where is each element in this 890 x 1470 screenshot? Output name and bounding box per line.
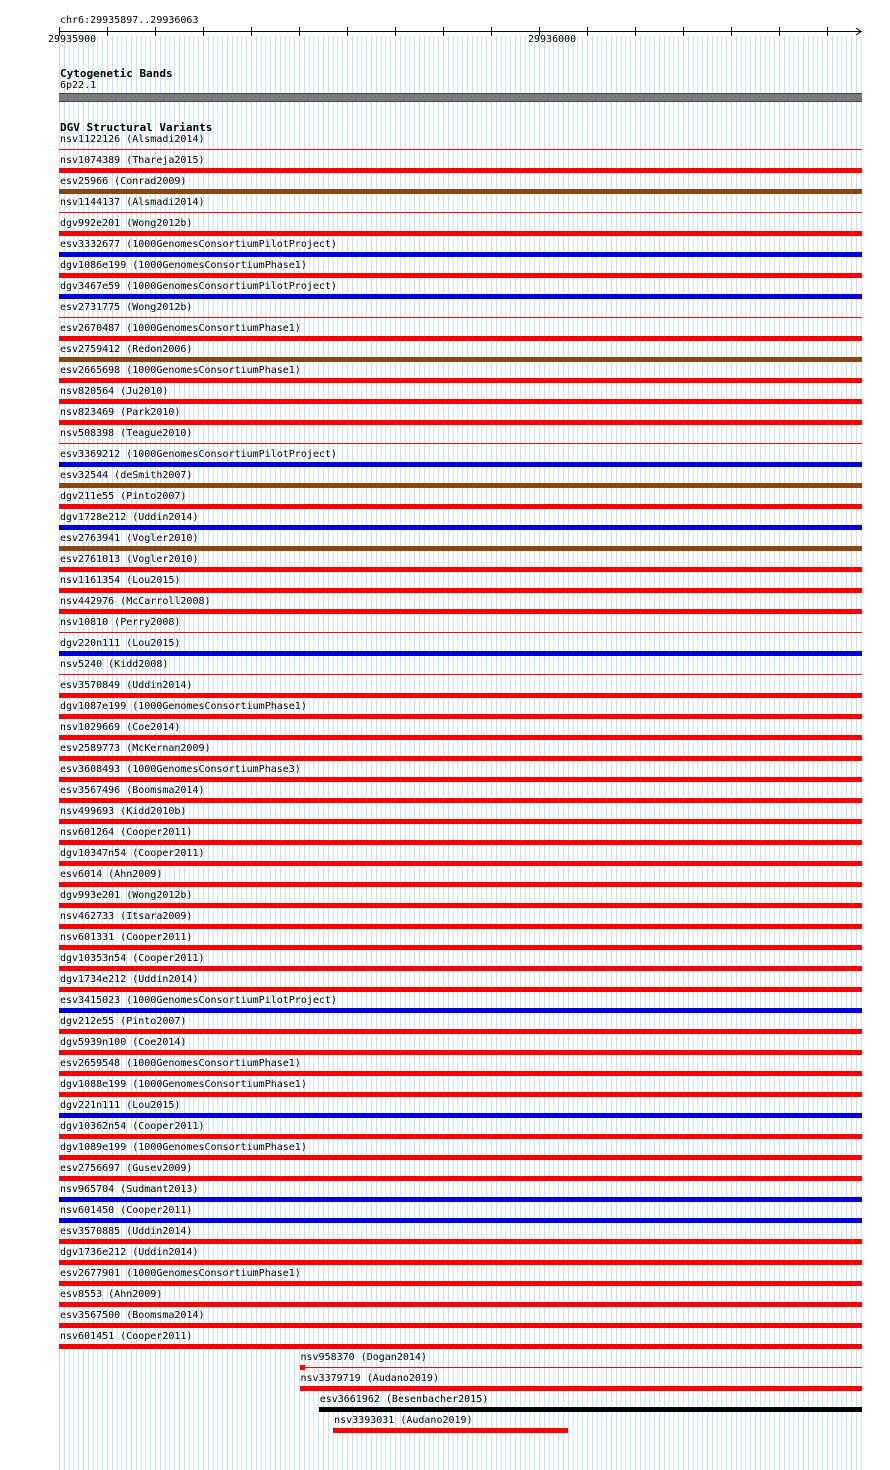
dgv-feature-bar[interactable] [59,336,862,341]
dgv-feature-label[interactable]: dgv10353n54 (Cooper2011) [60,953,205,964]
dgv-feature-bar[interactable] [59,1344,862,1349]
dgv-feature-label[interactable]: dgv10347n54 (Cooper2011) [60,848,205,859]
dgv-feature-bar[interactable] [319,1407,862,1412]
dgv-feature-bar[interactable] [59,1302,862,1307]
dgv-feature-bar[interactable] [59,1218,862,1223]
dgv-feature-bar[interactable] [59,1134,862,1139]
dgv-feature-bar[interactable] [59,149,862,150]
dgv-feature-bar[interactable] [59,546,862,551]
dgv-feature-bar[interactable] [59,1008,862,1013]
dgv-feature-label[interactable]: esv3567496 (Boomsma2014) [60,785,205,796]
dgv-feature-bar[interactable] [59,231,862,236]
dgv-feature-label[interactable]: nsv820564 (Ju2010) [60,386,169,397]
dgv-feature-label[interactable]: dgv1087e199 (1000GenomesConsortiumPhase1) [60,701,307,712]
dgv-feature-label[interactable]: dgv1088e199 (1000GenomesConsortiumPhase1) [60,1079,307,1090]
dgv-feature-label[interactable]: esv2759412 (Redon2006) [60,344,193,355]
dgv-feature-bar[interactable] [59,1239,862,1244]
dgv-track-title: DGV Structural Variants [60,121,213,134]
feature-start-marker [300,1365,305,1370]
ruler-mid-label: 29936000 [528,34,577,45]
dgv-feature-bar[interactable] [59,443,862,444]
dgv-feature-bar[interactable] [59,1176,862,1181]
dgv-feature-bar[interactable] [59,777,862,782]
dgv-feature-bar[interactable] [59,840,862,845]
dgv-feature-label[interactable]: esv2761013 (Vogler2010) [60,554,199,565]
dgv-feature-label[interactable]: dgv3467e59 (1000GenomesConsortiumPilotProject) [60,281,337,292]
dgv-feature-label[interactable]: dgv993e201 (Wong2012b) [60,890,193,901]
dgv-feature-bar[interactable] [59,525,862,530]
dgv-feature-label[interactable]: nsv1074389 (Thareja2015) [60,155,205,166]
dgv-feature-bar[interactable] [59,632,862,633]
dgv-feature-bar[interactable] [59,1323,862,1328]
dgv-feature-label[interactable]: dgv1086e199 (1000GenomesConsortiumPhase1) [60,260,307,271]
dgv-feature-bar[interactable] [59,945,862,950]
dgv-feature-bar[interactable] [59,798,862,803]
dgv-feature-bar[interactable] [59,861,862,866]
dgv-feature-label[interactable]: esv3570849 (Uddin2014) [60,680,193,691]
dgv-feature-bar[interactable] [59,1029,862,1034]
dgv-feature-label[interactable]: nsv823469 (Park2010) [60,407,181,418]
dgv-feature-bar[interactable] [300,1367,863,1368]
dgv-feature-label[interactable]: nsv1144137 (Alsmadi2014) [60,197,205,208]
dgv-feature-bar[interactable] [59,714,862,719]
dgv-feature-label[interactable]: dgv211e55 (Pinto2007) [60,491,187,502]
dgv-feature-bar[interactable] [333,1428,568,1433]
dgv-feature-bar[interactable] [59,212,862,213]
dgv-feature-bar[interactable] [59,882,862,887]
dgv-feature-label[interactable]: dgv1728e212 (Uddin2014) [60,512,199,523]
dgv-feature-bar[interactable] [59,1071,862,1076]
dgv-feature-bar[interactable] [59,317,862,318]
dgv-feature-bar[interactable] [59,987,862,992]
dgv-feature-label[interactable]: dgv1736e212 (Uddin2014) [60,1247,199,1258]
dgv-feature-label[interactable]: esv3608493 (1000GenomesConsortiumPhase3) [60,764,301,775]
dgv-feature-label[interactable]: esv3567500 (Boomsma2014) [60,1310,205,1321]
dgv-feature-bar[interactable] [59,567,862,572]
dgv-feature-bar[interactable] [59,903,862,908]
dgv-feature-label[interactable]: nsv3393031 (Audano2019) [334,1415,473,1426]
dgv-feature-bar[interactable] [59,483,862,488]
dgv-feature-label[interactable]: esv3415023 (1000GenomesConsortiumPilotProject) [60,995,337,1006]
dgv-feature-bar[interactable] [59,252,862,257]
dgv-feature-label[interactable]: dgv221n111 (Lou2015) [60,1100,181,1111]
dgv-feature-label[interactable]: dgv992e201 (Wong2012b) [60,218,193,229]
dgv-feature-label[interactable]: nsv10810 (Perry2008) [60,617,181,628]
dgv-feature-label[interactable]: dgv220n111 (Lou2015) [60,638,181,649]
dgv-feature-label[interactable]: nsv1161354 (Lou2015) [60,575,181,586]
dgv-feature-bar[interactable] [59,674,862,675]
cytoband-bar[interactable] [59,93,862,102]
dgv-feature-label[interactable]: esv25966 (Conrad2009) [60,176,187,187]
dgv-feature-bar[interactable] [59,378,862,383]
dgv-feature-label[interactable]: nsv958370 (Dogan2014) [300,1352,427,1363]
dgv-feature-bar[interactable] [59,1260,862,1265]
dgv-feature-label[interactable]: esv2659548 (1000GenomesConsortiumPhase1) [60,1058,301,1069]
dgv-feature-label[interactable]: nsv499693 (Kidd2010b) [60,806,187,817]
dgv-feature-bar[interactable] [59,1197,862,1202]
dgv-feature-label[interactable]: esv2731775 (Wong2012b) [60,302,193,313]
dgv-feature-bar[interactable] [59,651,862,656]
dgv-feature-label[interactable]: esv2677901 (1000GenomesConsortiumPhase1) [60,1268,301,1279]
dgv-feature-bar[interactable] [59,273,862,278]
dgv-feature-label[interactable]: esv2665698 (1000GenomesConsortiumPhase1) [60,365,301,376]
location-label: chr6:29935897..29936063 [60,15,199,26]
dgv-feature-bar[interactable] [59,735,862,740]
dgv-feature-bar[interactable] [59,504,862,509]
dgv-feature-label[interactable]: nsv601451 (Cooper2011) [60,1331,193,1342]
dgv-feature-label[interactable]: dgv212e55 (Pinto2007) [60,1016,187,1027]
dgv-feature-bar[interactable] [59,588,862,593]
dgv-feature-label[interactable]: dgv10362n54 (Cooper2011) [60,1121,205,1132]
dgv-feature-bar[interactable] [300,1386,863,1391]
dgv-feature-bar[interactable] [59,966,862,971]
dgv-feature-label[interactable]: nsv462733 (Itsara2009) [60,911,193,922]
dgv-feature-label[interactable]: nsv601450 (Cooper2011) [60,1205,193,1216]
dgv-feature-label[interactable]: esv8553 (Ahn2009) [60,1289,163,1300]
dgv-feature-bar[interactable] [59,357,862,362]
dgv-feature-bar[interactable] [59,462,862,467]
dgv-feature-bar[interactable] [59,819,862,824]
dgv-feature-label[interactable]: nsv442976 (McCarroll2008) [60,596,211,607]
dgv-feature-label[interactable]: esv2670487 (1000GenomesConsortiumPhase1) [60,323,301,334]
dgv-feature-bar[interactable] [59,1155,862,1160]
dgv-feature-bar[interactable] [59,1092,862,1097]
dgv-feature-label[interactable]: dgv1089e199 (1000GenomesConsortiumPhase1) [60,1142,307,1153]
dgv-feature-bar[interactable] [59,924,862,929]
dgv-feature-label[interactable]: nsv3379719 (Audano2019) [300,1373,439,1384]
dgv-feature-label[interactable]: esv3369212 (1000GenomesConsortiumPilotProject) [60,449,337,460]
dgv-feature-label[interactable]: nsv508398 (Teague2010) [60,428,193,439]
dgv-feature-label[interactable]: esv2589773 (McKernan2009) [60,743,211,754]
dgv-feature-label[interactable]: nsv601264 (Cooper2011) [60,827,193,838]
dgv-feature-label[interactable]: nsv601331 (Cooper2011) [60,932,193,943]
dgv-feature-bar[interactable] [59,693,862,698]
dgv-feature-label[interactable]: esv3661962 (Besenbacher2015) [319,1394,489,1405]
dgv-feature-label[interactable]: esv3570885 (Uddin2014) [60,1226,193,1237]
dgv-feature-label[interactable]: esv2763941 (Vogler2010) [60,533,199,544]
dgv-feature-bar[interactable] [59,189,862,194]
dgv-feature-bar[interactable] [59,609,862,614]
dgv-feature-bar[interactable] [59,1113,862,1118]
dgv-feature-label[interactable]: nsv965704 (Sudmant2013) [60,1184,199,1195]
dgv-feature-label[interactable]: dgv5939n100 (Coe2014) [60,1037,187,1048]
dgv-feature-bar[interactable] [59,1281,862,1286]
dgv-feature-bar[interactable] [59,168,862,173]
cytoband-track-title: Cytogenetic Bands [60,67,173,80]
dgv-feature-label[interactable]: esv3332677 (1000GenomesConsortiumPilotProject) [60,239,337,250]
dgv-feature-label[interactable]: dgv1734e212 (Uddin2014) [60,974,199,985]
ruler-left-label: 29935900 [48,34,97,45]
cytoband-label: 6p22.1 [60,80,97,91]
dgv-feature-bar[interactable] [59,756,862,761]
dgv-feature-label[interactable]: esv32544 (deSmith2007) [60,470,193,481]
dgv-feature-label[interactable]: nsv1122126 (Alsmadi2014) [60,134,205,145]
dgv-feature-label[interactable]: esv6014 (Ahn2009) [60,869,163,880]
dgv-feature-label[interactable]: nsv1029669 (Coe2014) [60,722,181,733]
dgv-feature-bar[interactable] [59,399,862,404]
dgv-feature-bar[interactable] [59,1050,862,1055]
dgv-feature-label[interactable]: esv2756697 (Gusev2009) [60,1163,193,1174]
dgv-feature-label[interactable]: nsv5240 (Kidd2008) [60,659,169,670]
dgv-feature-bar[interactable] [59,294,862,299]
dgv-feature-bar[interactable] [59,420,862,425]
